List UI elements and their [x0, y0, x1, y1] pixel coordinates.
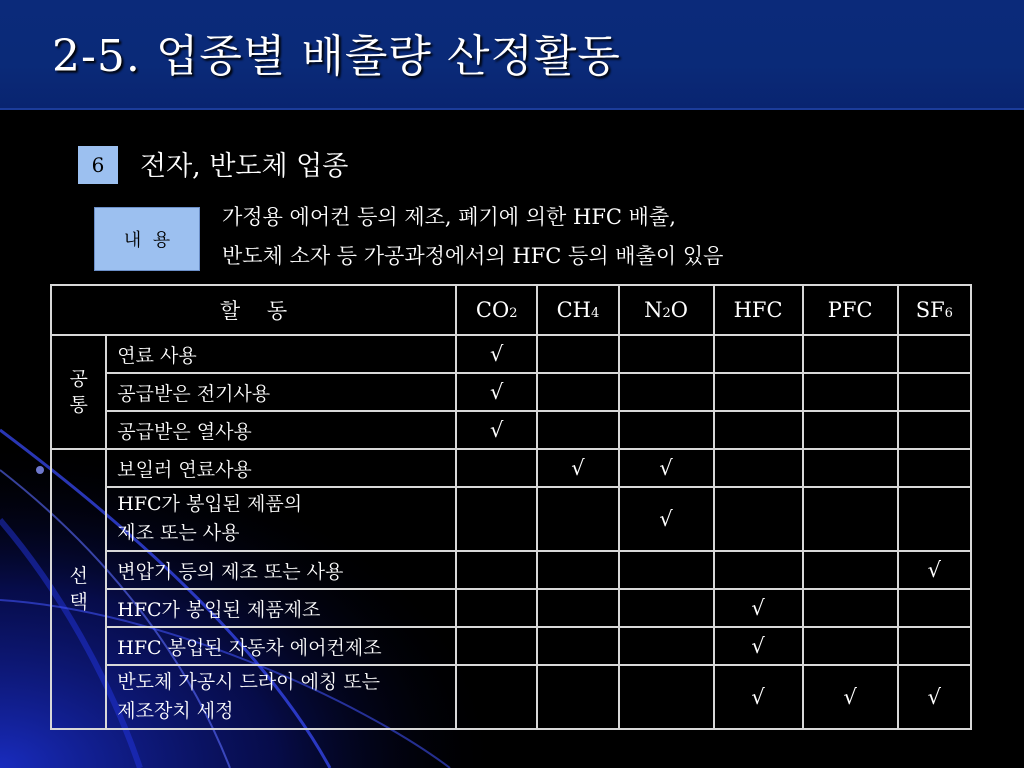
- empty-cell: [803, 449, 898, 487]
- gas-header-hfc: HFC: [714, 285, 803, 335]
- empty-cell: [537, 627, 618, 665]
- check-mark-cell: √: [537, 449, 618, 487]
- table-row: [51, 589, 971, 627]
- empty-cell: [714, 335, 803, 373]
- table-row: [51, 449, 971, 487]
- category-label-char: 택: [69, 591, 88, 613]
- empty-cell: [619, 589, 714, 627]
- empty-cell: [714, 487, 803, 551]
- empty-cell: [537, 335, 618, 373]
- check-mark-cell: √: [619, 487, 714, 551]
- table-row: [51, 665, 971, 729]
- description: [222, 198, 723, 276]
- activity-text: 보일러 연료사용: [117, 458, 252, 481]
- empty-cell: [803, 487, 898, 551]
- empty-cell: [619, 551, 714, 589]
- empty-cell: [898, 487, 971, 551]
- empty-cell: [803, 589, 898, 627]
- activity-cell: [106, 449, 456, 487]
- gas-header-pfc: PFC: [803, 285, 898, 335]
- empty-cell: [803, 373, 898, 411]
- empty-cell: [714, 411, 803, 449]
- empty-cell: [714, 449, 803, 487]
- gas-header-co2: CO2: [456, 285, 537, 335]
- table-row: [51, 627, 971, 665]
- empty-cell: [803, 335, 898, 373]
- empty-cell: [898, 589, 971, 627]
- activity-cell: [106, 627, 456, 665]
- table-row: [51, 487, 971, 551]
- empty-cell: [619, 335, 714, 373]
- category-label: [51, 335, 106, 449]
- section-title: 전자, 반도체 업종: [140, 151, 349, 182]
- title-bar: [0, 0, 1024, 110]
- category-label-char: 통: [69, 394, 88, 416]
- category-label: [51, 449, 106, 729]
- empty-cell: [537, 411, 618, 449]
- empty-cell: [456, 627, 537, 665]
- empty-cell: [619, 411, 714, 449]
- activity-text: HFC 봉입된 자동차 에어컨제조: [117, 636, 382, 659]
- activity-cell: [106, 487, 456, 551]
- table-row: [51, 551, 971, 589]
- activity-text: 연료 사용: [117, 344, 197, 367]
- check-mark-cell: √: [803, 665, 898, 729]
- activity-cell: [106, 665, 456, 729]
- section-number-badge: 6: [78, 146, 118, 184]
- empty-cell: [619, 627, 714, 665]
- empty-cell: [537, 373, 618, 411]
- activity-header: 할 동: [51, 285, 456, 335]
- category-label-char: 공: [69, 368, 88, 390]
- check-mark-cell: √: [898, 665, 971, 729]
- check-mark-cell: √: [714, 627, 803, 665]
- empty-cell: [456, 589, 537, 627]
- empty-cell: [898, 411, 971, 449]
- check-mark-cell: √: [714, 665, 803, 729]
- activity-table: [50, 284, 972, 730]
- empty-cell: [537, 487, 618, 551]
- table-row: [51, 373, 971, 411]
- empty-cell: [456, 487, 537, 551]
- activity-cell: [106, 589, 456, 627]
- empty-cell: [456, 551, 537, 589]
- activity-text: 공급받은 열사용: [117, 420, 252, 443]
- description-line: 가정용 에어컨 등의 제조, 폐기에 의한 HFC 배출,: [222, 205, 676, 229]
- empty-cell: [456, 665, 537, 729]
- activity-text: 제조 또는 사용: [117, 522, 240, 544]
- empty-cell: [898, 627, 971, 665]
- empty-cell: [714, 551, 803, 589]
- activity-cell: [106, 411, 456, 449]
- activity-text: 공급받은 전기사용: [117, 382, 271, 405]
- empty-cell: [456, 449, 537, 487]
- description-line: 반도체 소자 등 가공과정에서의 HFC 등의 배출이 있음: [222, 244, 724, 268]
- table-row: [51, 411, 971, 449]
- empty-cell: [803, 411, 898, 449]
- check-mark-cell: √: [619, 449, 714, 487]
- empty-cell: [537, 589, 618, 627]
- table-header-row: [51, 285, 971, 335]
- empty-cell: [803, 627, 898, 665]
- activity-cell: [106, 335, 456, 373]
- activity-text: 제조장치 세정: [117, 700, 234, 722]
- check-mark-cell: √: [714, 589, 803, 627]
- activity-cell: [106, 551, 456, 589]
- empty-cell: [898, 373, 971, 411]
- slide-title: 2-5. 업종별 배출량 산정활동: [52, 31, 621, 82]
- activity-text: HFC가 봉입된 제품의: [117, 493, 303, 515]
- activity-cell: [106, 373, 456, 411]
- gas-header-sf6: SF6: [898, 285, 971, 335]
- empty-cell: [619, 665, 714, 729]
- check-mark-cell: √: [898, 551, 971, 589]
- category-label-char: 선: [69, 565, 88, 587]
- check-mark-cell: √: [456, 373, 537, 411]
- activity-text: 변압기 등의 제조 또는 사용: [117, 560, 344, 583]
- check-mark-cell: √: [456, 411, 537, 449]
- activity-text: 반도체 가공시 드라이 에칭 또는: [117, 671, 381, 693]
- empty-cell: [537, 665, 618, 729]
- empty-cell: [537, 551, 618, 589]
- gas-header-ch4: CH4: [537, 285, 618, 335]
- empty-cell: [898, 449, 971, 487]
- table-row: [51, 335, 971, 373]
- activity-text: HFC가 봉입된 제품제조: [117, 598, 321, 621]
- content-label-badge: 내 용: [94, 207, 200, 271]
- empty-cell: [619, 373, 714, 411]
- check-mark-cell: √: [456, 335, 537, 373]
- empty-cell: [898, 335, 971, 373]
- gas-header-n2o: N2O: [619, 285, 714, 335]
- empty-cell: [803, 551, 898, 589]
- table-body: [51, 335, 971, 729]
- empty-cell: [714, 373, 803, 411]
